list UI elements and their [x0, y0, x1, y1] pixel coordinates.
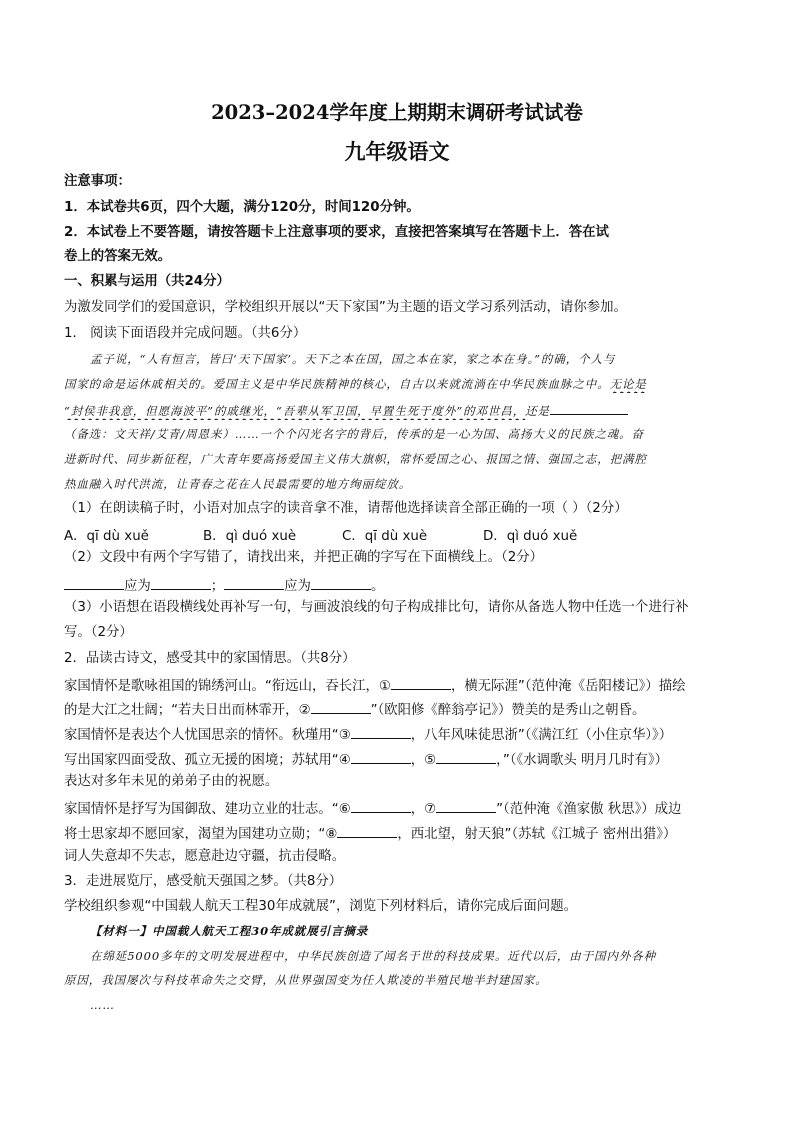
notice-item-2: 2．本试卷上不要答题，请按答题卡上注意事项的要求，直接把答案填写在答题卡上．答在试 — [64, 225, 609, 240]
answer-word-1: 应为 — [124, 579, 151, 594]
option-c: C．qī dù xuè — [342, 529, 428, 544]
q2-p2-text-c: 写出国家四面受敌、孤立无援的困境；苏轼用“④ — [64, 753, 351, 768]
passage-line-1: 孟子说，“人有恒言，皆曰‘天下国家’。天下之本在国，国之本在家，家之本在身。”的确，个人与 — [90, 352, 616, 366]
q2-stem: 2．品读古诗文，感受其中的家国情思。（共8分） — [64, 651, 356, 666]
passage-blank — [550, 400, 628, 415]
passage-line-2 — [64, 375, 734, 393]
q1-sub2-answer-line — [64, 575, 734, 596]
poem-blank-5 — [436, 749, 496, 764]
q2-p2-line-2 — [64, 749, 734, 770]
passage-line-5: 进新时代、同步新征程，广大青年要高扬爱国主义伟大旗帜，常怀爱国之心、报国之情、强国之志，把满腔 — [64, 452, 647, 466]
passage-line-3-tail: 还是 — [525, 404, 550, 418]
q2-p3-text-e: ，西北望，射天狼”（苏轼《江城子 密州出猎》） — [397, 827, 677, 842]
q1-sub3-line-1: （3）小语想在语段横线处再补写一句，与画波浪线的句子构成排比句，请你从备选人物中任选一个进行补 — [64, 600, 689, 615]
passage-wavy-sentence: “封侯非我意，但愿海波平”的戚继光，“吾辈从军卫国，早置生死于度外”的邓世昌， — [64, 404, 526, 418]
q2-p2-text-e: ，”（《水调歌头 明月几时有》） — [496, 753, 669, 768]
q2-p1-text-c: 的是大江之壮阔；“若夫日出而林霏开，② — [64, 703, 311, 718]
passage-wavy-start: 无论是 — [609, 377, 647, 391]
notice-item-3: 卷上的答案无效。 — [64, 249, 172, 264]
answer-blank-4 — [311, 575, 371, 590]
q1-sub2: （2）文段中有两个字写错了，请找出来，并把正确的字写在下面横线上。（2分） — [64, 550, 544, 565]
q2-p3-line-3: 词人失意却不失志，愿意赴边守疆，抗击侵略。 — [64, 849, 346, 864]
answer-word-2: 应为 — [284, 579, 311, 594]
material-line-2: 原因，我国屡次与科技革命失之交臂，从世界强国变为任人欺凌的半殖民地半封建国家。 — [64, 973, 548, 987]
q2-p2-line-1 — [64, 724, 734, 745]
material-line-1: 在绵延5000多年的文明发展进程中，中华民族创造了闻名于世的科技成果。近代以后，由于国内外各种 — [90, 949, 657, 963]
q2-p1-line-2 — [64, 699, 734, 720]
notice-label: 注意事项： — [64, 174, 131, 189]
q2-p1-text-b: ，横无际涯”（范仲淹《岳阳楼记》）描绘 — [450, 679, 686, 694]
q2-p1-text-d: ”（欧阳修《醉翁亭记》）赞美的是秀山之朝昏。 — [370, 703, 646, 718]
material-title: 【材料一】中国载人航天工程30年成就展引言摘录 — [90, 924, 369, 938]
section1-intro: 为激发同学们的爱国意识，学校组织开展以“天下家国”为主题的语文学习系列活动，请你参加。 — [64, 300, 627, 315]
q2-p3-text-a: 家国情怀是抒写为国御敌、建功立业的壮志。“⑥ — [64, 802, 351, 817]
poem-blank-1 — [391, 675, 451, 690]
option-b: B．qì duó xuè — [203, 529, 297, 544]
section1-heading: 一、积累与运用（共24分） — [64, 274, 230, 289]
q2-p2-text-b: ，八年风味徒思浙”（《满江红（小住京华）》） — [410, 728, 673, 743]
q2-p3-line-2 — [64, 823, 734, 844]
poem-blank-6 — [351, 798, 411, 813]
answer-blank-3 — [224, 575, 284, 590]
q2-p3-text-d: 将士思家却不愿回家，渴望为国建功立勋；“⑧ — [64, 827, 338, 842]
passage-line-4: （备选：文天祥/艾青/周恩来）……一个个闪光名字的背后，传承的是一心为国、高扬大义的民族之魂。奋 — [64, 427, 644, 441]
q1-sub3-line-2: 写。（2分） — [64, 625, 133, 640]
option-d: D．qì duó xuě — [483, 529, 578, 544]
q2-p2-line-3: 表达对多年未见的弟弟子由的祝愿。 — [64, 774, 279, 789]
answer-end: 。 — [370, 579, 385, 594]
answer-sep: ； — [210, 579, 225, 594]
q3-stem: 3．走进展览厅，感受航天强国之梦。（共8分） — [64, 874, 343, 889]
q3-intro: 学校组织参观“中国载人航天工程30年成就展”，浏览下列材料后，请你完成后面问题。 — [64, 899, 577, 914]
passage-line-2-text: 国家的命是运休戚相关的。爱国主义是中华民族精神的核心，自古以来就流淌在中华民族血脉之中。 — [64, 377, 610, 391]
poem-blank-4 — [351, 749, 411, 764]
poem-blank-8 — [337, 823, 397, 838]
exam-subtitle: 九年级语文 — [344, 139, 450, 164]
q2-p2-text-a: 家国情怀是表达个人忧国思亲的情怀。秋瑾用“③ — [64, 728, 351, 743]
answer-blank-2 — [151, 575, 211, 590]
q1-sub1: （1）在朗读稿子时，小语对加点字的读音拿不准，请帮他选择读音全部正确的一项（ ）（2分） — [64, 501, 628, 516]
poem-blank-2 — [311, 699, 371, 714]
q2-p1-line-1 — [64, 675, 734, 696]
answer-blank-1 — [64, 575, 124, 590]
q1-stem: 1． 阅读下面语段并完成问题。（共6分） — [64, 326, 307, 341]
notice-item-1: 1．本试卷共6页，四个大题，满分120分，时间120分钟。 — [64, 200, 420, 215]
q2-p3-line-1 — [64, 798, 734, 819]
q2-p3-text-c: ”（范仲淹《渔家傲 秋思》）成边 — [496, 802, 682, 817]
poem-blank-3 — [351, 724, 411, 739]
poem-blank-7 — [436, 798, 496, 813]
q2-p3-text-b: ，⑦ — [410, 802, 437, 817]
passage-line-3 — [64, 400, 734, 420]
q2-p1-text-a: 家国情怀是歌咏祖国的锦绣河山。“衔远山，吞长江，① — [64, 679, 391, 694]
passage-line-6: 热血融入时代洪流，让青春之花在人民最需要的地方绚丽绽放。 — [64, 477, 412, 491]
material-ellipsis: …… — [90, 998, 115, 1012]
exam-title: 2023–2024学年度上期期末调研考试试卷 — [211, 101, 583, 124]
option-a: A．qī dù xuě — [64, 529, 149, 544]
q2-p2-text-d: ，⑤ — [410, 753, 437, 768]
